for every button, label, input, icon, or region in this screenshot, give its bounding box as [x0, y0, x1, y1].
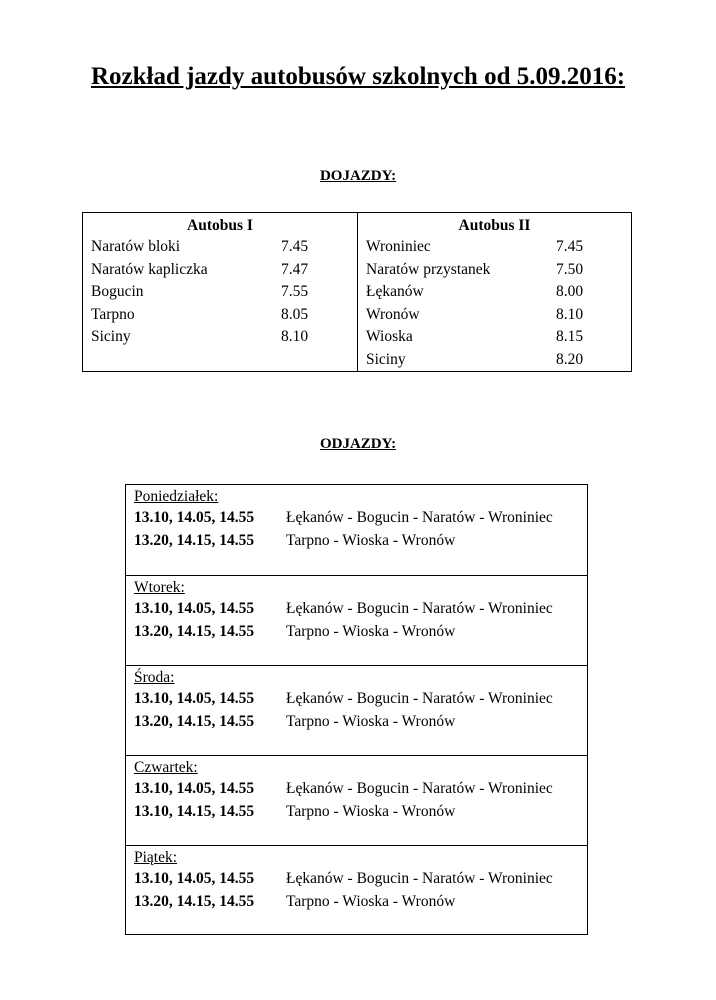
route-row [134, 891, 587, 914]
day-block [126, 845, 587, 935]
route-stops: Tarpno - Wioska - Wronów [286, 802, 456, 820]
route-row [134, 711, 587, 734]
route-stops: Łękanów - Bogucin - Naratów - Wroniniec [286, 600, 553, 617]
route-times: 13.10, 14.15, 14.55 [134, 802, 255, 820]
bus-title: Autobus II [458, 217, 531, 234]
day-label: Piątek: [134, 849, 178, 866]
stop-time: 7.45 [556, 238, 584, 255]
route-stops: Tarpno - Wioska - Wronów [286, 712, 456, 730]
stop-name: Tarpno [91, 305, 135, 323]
stop-row [91, 304, 349, 327]
stop-time: 7.47 [281, 260, 309, 278]
route-row [134, 598, 587, 621]
stop-time: 8.15 [556, 328, 584, 345]
stop-name: Bogucin [91, 283, 144, 300]
stop-row [366, 236, 623, 259]
route-stops: Łękanów - Bogucin - Naratów - Wroniniec [286, 780, 553, 797]
arrivals-heading: DOJAZDY: [319, 168, 397, 184]
day-label: Wtorek: [134, 579, 185, 596]
day-block [126, 575, 587, 665]
route-times: 13.10, 14.05, 14.55 [134, 690, 255, 707]
stop-time: 8.05 [281, 305, 309, 323]
stop-name: Naratów kapliczka [91, 260, 208, 278]
route-times: 13.20, 14.15, 14.55 [134, 712, 255, 730]
stop-row [366, 304, 623, 327]
route-stops: Tarpno - Wioska - Wronów [286, 622, 456, 640]
route-stops: Łękanów - Bogucin - Naratów - Wroniniec [286, 509, 553, 526]
route-row [134, 778, 587, 801]
route-times: 13.10, 14.05, 14.55 [134, 600, 255, 617]
stop-row [91, 236, 349, 259]
route-row [134, 801, 587, 824]
route-times: 13.10, 14.05, 14.55 [134, 509, 255, 526]
route-times: 13.20, 14.15, 14.55 [134, 531, 255, 549]
stop-row [91, 259, 349, 282]
route-times: 13.10, 14.05, 14.55 [134, 780, 255, 797]
stop-time: 7.45 [281, 238, 309, 255]
stop-name: Siciny [366, 350, 406, 368]
stop-name: Wioska [366, 328, 413, 345]
route-row [134, 621, 587, 644]
stop-name: Siciny [91, 328, 131, 345]
route-times: 13.20, 14.15, 14.55 [134, 892, 255, 910]
route-stops: Łękanów - Bogucin - Naratów - Wroniniec [286, 870, 553, 887]
route-times: 13.20, 14.15, 14.55 [134, 622, 255, 640]
route-row [134, 688, 587, 711]
stop-time: 8.10 [281, 328, 309, 345]
stop-time: 8.10 [556, 305, 584, 323]
stop-time: 8.20 [556, 350, 584, 368]
bus-title: Autobus I [187, 217, 253, 234]
day-label: Środa: [134, 669, 175, 686]
stop-time: 7.50 [556, 260, 584, 278]
stop-name: Łękanów [366, 283, 424, 300]
stop-time: 8.00 [556, 283, 584, 300]
route-row [134, 868, 587, 891]
stop-row [366, 326, 623, 349]
stop-row [91, 326, 349, 349]
arrivals-table [82, 212, 632, 372]
route-times: 13.10, 14.05, 14.55 [134, 870, 255, 887]
stop-name: Wroniniec [366, 238, 431, 255]
stop-row [91, 281, 349, 304]
route-stops: Tarpno - Wioska - Wronów [286, 531, 456, 549]
bus-column [83, 213, 357, 371]
page-title: Rozkład jazdy autobusów szkolnych od 5.09.2016: [90, 63, 626, 90]
day-label: Czwartek: [134, 759, 198, 776]
route-row [134, 530, 587, 553]
stop-name: Naratów bloki [91, 238, 181, 255]
route-stops: Tarpno - Wioska - Wronów [286, 892, 456, 910]
route-row [134, 507, 587, 530]
stop-row [366, 259, 623, 282]
bus-column [357, 213, 631, 371]
route-stops: Łękanów - Bogucin - Naratów - Wroniniec [286, 690, 553, 707]
departures-heading: ODJAZDY: [319, 436, 397, 452]
day-block [126, 485, 587, 575]
stop-row [366, 349, 623, 372]
stop-name: Naratów przystanek [366, 260, 491, 278]
departures-table [125, 484, 588, 935]
stop-name: Wronów [366, 305, 420, 323]
stop-time: 7.55 [281, 283, 309, 300]
day-label: Poniedziałek: [134, 488, 219, 505]
day-block [126, 755, 587, 845]
day-block [126, 665, 587, 755]
stop-row [366, 281, 623, 304]
